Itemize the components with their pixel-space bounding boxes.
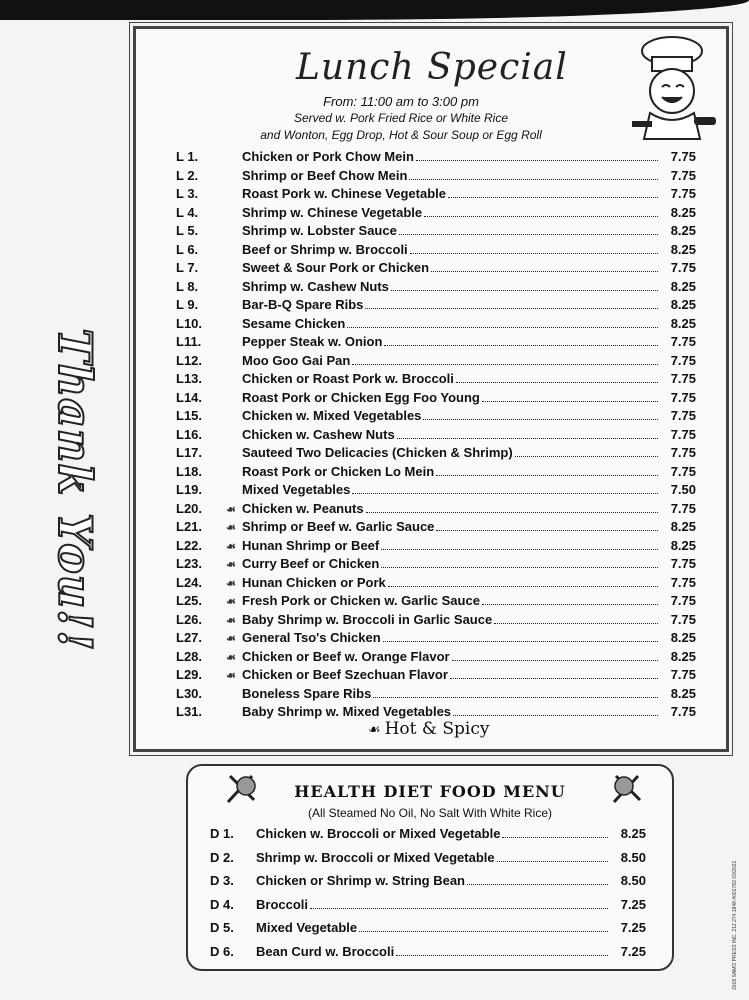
item-name: Roast Pork or Chicken Lo Mein bbox=[242, 463, 435, 479]
health-menu-list bbox=[210, 826, 646, 967]
item-price: 7.75 bbox=[670, 186, 696, 201]
printer-credit: 2018 SAMO PRESS INC. 212.274.1848 #001783 03/2021 bbox=[732, 860, 738, 990]
item-name: Chicken or Beef w. Orange Flavor bbox=[242, 648, 450, 664]
item-code: L24. bbox=[176, 574, 203, 590]
item-name: Curry Beef or Chicken bbox=[242, 556, 380, 571]
item-price: 7.75 bbox=[670, 574, 696, 590]
dot-leader bbox=[456, 382, 658, 383]
dot-leader bbox=[310, 908, 608, 909]
item-code: L10. bbox=[176, 315, 203, 331]
dot-leader bbox=[452, 660, 658, 661]
item-code: L26. bbox=[176, 611, 203, 627]
menu-item bbox=[176, 519, 696, 538]
item-name: Fresh Pork or Chicken w. Garlic Sauce bbox=[242, 593, 480, 608]
menu-item bbox=[176, 686, 696, 705]
vegetable-decor-icon bbox=[604, 766, 650, 812]
item-code: L23. bbox=[176, 556, 203, 571]
menu-item bbox=[176, 649, 696, 668]
item-name: Baby Shrimp w. Broccoli in Garlic Sauce bbox=[242, 611, 493, 627]
menu-item bbox=[210, 850, 646, 874]
menu-item bbox=[176, 260, 696, 279]
item-code: L 1. bbox=[176, 149, 199, 164]
pepper-icon: ☙ bbox=[226, 614, 236, 627]
item-name: Chicken or Pork Chow Mein bbox=[242, 149, 414, 164]
menu-item bbox=[176, 427, 696, 446]
item-code: L 2. bbox=[176, 167, 199, 183]
item-code: L28. bbox=[176, 648, 203, 664]
menu-item bbox=[176, 408, 696, 427]
item-code: L25. bbox=[176, 593, 203, 608]
dot-leader bbox=[383, 641, 658, 642]
dot-leader bbox=[352, 493, 658, 494]
item-name: Broccoli bbox=[256, 896, 309, 912]
item-code: L 5. bbox=[176, 223, 199, 238]
dot-leader bbox=[397, 438, 658, 439]
item-name: Chicken or Roast Pork w. Broccoli bbox=[242, 371, 454, 386]
dot-leader bbox=[436, 530, 658, 531]
item-price: 8.25 bbox=[670, 315, 696, 331]
item-code: L11. bbox=[176, 334, 202, 349]
item-price: 8.50 bbox=[620, 873, 646, 888]
item-price: 8.25 bbox=[670, 685, 696, 701]
item-name: Roast Pork or Chicken Egg Foo Young bbox=[242, 389, 480, 405]
dot-leader bbox=[497, 861, 608, 862]
pepper-icon: ☙ bbox=[368, 722, 381, 738]
dot-leader bbox=[388, 586, 658, 587]
item-code: L 6. bbox=[176, 241, 199, 257]
menu-item bbox=[210, 873, 646, 897]
item-price: 7.75 bbox=[670, 149, 696, 164]
item-name: Chicken w. Mixed Vegetables bbox=[242, 408, 422, 423]
lunch-special-panel bbox=[133, 26, 729, 752]
item-code: L 7. bbox=[176, 260, 199, 275]
item-code: L20. bbox=[176, 500, 203, 516]
item-price: 8.25 bbox=[670, 648, 696, 664]
dot-leader bbox=[410, 253, 658, 254]
item-price: 8.25 bbox=[670, 223, 696, 238]
item-price: 7.75 bbox=[670, 704, 696, 719]
menu-item bbox=[210, 944, 646, 968]
dot-leader bbox=[381, 549, 658, 550]
item-name: Shrimp w. Chinese Vegetable bbox=[242, 204, 423, 220]
pepper-icon: ☙ bbox=[226, 559, 236, 571]
pepper-icon: ☙ bbox=[226, 577, 236, 590]
menu-item bbox=[210, 920, 646, 944]
dot-leader bbox=[431, 271, 658, 272]
menu-item bbox=[176, 223, 696, 242]
menu-item bbox=[176, 168, 696, 187]
item-code: L 3. bbox=[176, 186, 199, 201]
menu-item bbox=[176, 482, 696, 501]
item-code: L15. bbox=[176, 408, 203, 423]
menu-item bbox=[176, 464, 696, 483]
dot-leader bbox=[384, 345, 658, 346]
lunch-served-line-1: Served w. Pork Fried Rice or White Rice bbox=[293, 111, 509, 125]
item-name: Chicken w. Broccoli or Mixed Vegetable bbox=[256, 826, 501, 841]
item-price: 8.25 bbox=[670, 204, 696, 220]
item-code: L27. bbox=[176, 630, 203, 645]
item-code: D 2. bbox=[210, 849, 234, 865]
item-price: 7.25 bbox=[620, 896, 646, 912]
dot-leader bbox=[515, 456, 658, 457]
dot-leader bbox=[352, 364, 658, 365]
item-name: Shrimp or Beef w. Garlic Sauce bbox=[242, 519, 435, 534]
lunch-menu-list bbox=[176, 149, 696, 723]
item-price: 7.25 bbox=[620, 943, 646, 959]
menu-item bbox=[176, 149, 696, 168]
item-name: Chicken w. Peanuts bbox=[242, 500, 364, 516]
item-code: L21. bbox=[176, 519, 203, 534]
item-code: D 5. bbox=[210, 920, 234, 935]
item-code: L 8. bbox=[176, 278, 199, 294]
item-name: Mixed Vegetables bbox=[242, 482, 351, 497]
item-name: Bean Curd w. Broccoli bbox=[256, 943, 395, 959]
dot-leader bbox=[396, 955, 608, 956]
item-code: L22. bbox=[176, 537, 203, 553]
pepper-icon: ☙ bbox=[226, 522, 236, 534]
item-name: Hunan Shrimp or Beef bbox=[242, 537, 380, 553]
item-price: 7.75 bbox=[670, 408, 696, 423]
thank-you-banner bbox=[30, 320, 120, 660]
item-name: Sweet & Sour Pork or Chicken bbox=[242, 260, 430, 275]
pepper-icon: ☙ bbox=[226, 596, 236, 608]
item-code: D 1. bbox=[210, 826, 234, 841]
pepper-icon: ☙ bbox=[226, 540, 236, 553]
item-price: 8.25 bbox=[670, 241, 696, 257]
lunch-hours: From: 11:00 am to 3:00 pm bbox=[323, 94, 479, 109]
item-name: Roast Pork w. Chinese Vegetable bbox=[242, 186, 446, 201]
menu-item bbox=[176, 575, 696, 594]
dot-leader bbox=[399, 234, 658, 235]
item-price: 7.75 bbox=[670, 556, 696, 571]
dot-leader bbox=[482, 401, 658, 402]
item-code: L13. bbox=[176, 371, 203, 386]
menu-item bbox=[176, 501, 696, 520]
menu-item bbox=[176, 205, 696, 224]
item-code: D 3. bbox=[210, 873, 234, 888]
menu-item bbox=[176, 612, 696, 631]
menu-item bbox=[176, 334, 696, 353]
chef-mascot-icon bbox=[624, 33, 720, 143]
pepper-icon: ☙ bbox=[226, 670, 236, 682]
item-code: L 4. bbox=[176, 204, 199, 220]
item-code: D 4. bbox=[210, 896, 234, 912]
dot-leader bbox=[409, 179, 658, 180]
dot-leader bbox=[391, 290, 658, 291]
item-price: 7.50 bbox=[670, 482, 696, 497]
lunch-special-title: Lunch Special bbox=[296, 47, 568, 88]
top-scan-edge bbox=[0, 0, 749, 20]
health-menu-title: HEALTH DIET FOOD MENU bbox=[294, 782, 566, 801]
item-price: 8.25 bbox=[620, 826, 646, 841]
health-diet-panel bbox=[186, 764, 674, 971]
dot-leader bbox=[494, 623, 658, 624]
menu-item bbox=[176, 445, 696, 464]
item-name: Chicken or Shrimp w. String Bean bbox=[256, 873, 465, 888]
item-price: 7.75 bbox=[670, 167, 696, 183]
health-menu-subtitle: (All Steamed No Oil, No Salt With White Rice) bbox=[307, 806, 553, 820]
item-name: Bar-B-Q Spare Ribs bbox=[242, 297, 364, 312]
menu-item bbox=[176, 353, 696, 372]
item-name: Chicken w. Cashew Nuts bbox=[242, 426, 395, 442]
dot-leader bbox=[450, 678, 658, 679]
item-code: L18. bbox=[176, 463, 203, 479]
item-price: 7.75 bbox=[670, 426, 696, 442]
item-name: General Tso's Chicken bbox=[242, 630, 381, 645]
item-price: 7.75 bbox=[670, 463, 696, 479]
menu-item bbox=[176, 538, 696, 557]
item-name: Boneless Spare Ribs bbox=[242, 685, 372, 701]
item-price: 8.25 bbox=[670, 278, 696, 294]
dot-leader bbox=[347, 327, 658, 328]
item-code: D 6. bbox=[210, 943, 234, 959]
item-price: 7.75 bbox=[670, 445, 696, 460]
item-price: 7.75 bbox=[670, 371, 696, 386]
dot-leader bbox=[416, 160, 658, 161]
dot-leader bbox=[482, 604, 658, 605]
dot-leader bbox=[436, 475, 658, 476]
item-code: L 9. bbox=[176, 297, 199, 312]
dot-leader bbox=[359, 931, 608, 932]
dot-leader bbox=[502, 837, 608, 838]
dot-leader bbox=[424, 216, 658, 217]
dot-leader bbox=[423, 419, 658, 420]
item-code: L30. bbox=[176, 685, 203, 701]
lunch-served-line-2: and Wonton, Egg Drop, Hot & Sour Soup or Egg Roll bbox=[260, 128, 542, 142]
dot-leader bbox=[467, 884, 608, 885]
item-name: Shrimp or Beef Chow Mein bbox=[242, 167, 408, 183]
item-code: L16. bbox=[176, 426, 203, 442]
item-price: 7.75 bbox=[670, 352, 696, 368]
item-name: Shrimp w. Lobster Sauce bbox=[242, 223, 397, 238]
menu-item bbox=[176, 593, 696, 612]
item-price: 7.75 bbox=[670, 334, 696, 349]
item-price: 7.75 bbox=[670, 260, 696, 275]
item-name: Hunan Chicken or Pork bbox=[242, 574, 386, 590]
menu-item bbox=[176, 297, 696, 316]
item-code: L12. bbox=[176, 352, 203, 368]
dot-leader bbox=[381, 567, 658, 568]
item-code: L29. bbox=[176, 667, 203, 682]
legend-label: Hot & Spicy bbox=[384, 719, 490, 739]
item-name: Shrimp w. Broccoli or Mixed Vegetable bbox=[256, 849, 495, 865]
item-code: L14. bbox=[176, 389, 203, 405]
pepper-icon: ☙ bbox=[226, 651, 236, 664]
pepper-icon: ☙ bbox=[226, 503, 236, 516]
menu-item bbox=[176, 630, 696, 649]
item-code: L31. bbox=[176, 704, 203, 719]
item-name: Sesame Chicken bbox=[242, 315, 346, 331]
menu-item bbox=[176, 242, 696, 261]
dot-leader bbox=[373, 697, 658, 698]
item-price: 8.25 bbox=[670, 630, 696, 645]
item-price: 8.25 bbox=[670, 519, 696, 534]
menu-item bbox=[176, 316, 696, 335]
item-price: 7.75 bbox=[670, 593, 696, 608]
item-price: 7.75 bbox=[670, 500, 696, 516]
item-price: 8.25 bbox=[670, 537, 696, 553]
item-price: 7.75 bbox=[670, 389, 696, 405]
dot-leader bbox=[365, 308, 658, 309]
item-price: 8.50 bbox=[620, 849, 646, 865]
item-price: 7.75 bbox=[670, 611, 696, 627]
menu-item bbox=[210, 897, 646, 921]
menu-item bbox=[176, 186, 696, 205]
item-code: L19. bbox=[176, 482, 203, 497]
menu-item bbox=[176, 371, 696, 390]
item-name: Moo Goo Gai Pan bbox=[242, 352, 351, 368]
item-price: 7.25 bbox=[620, 920, 646, 935]
item-name: Sauteed Two Delicacies (Chicken & Shrimp) bbox=[242, 445, 513, 460]
dot-leader bbox=[448, 197, 658, 198]
item-name: Pepper Steak w. Onion bbox=[242, 334, 383, 349]
item-price: 7.75 bbox=[670, 667, 696, 682]
dot-leader bbox=[453, 715, 658, 716]
item-name: Chicken or Beef Szechuan Flavor bbox=[242, 667, 448, 682]
item-name: Baby Shrimp w. Mixed Vegetables bbox=[242, 704, 452, 719]
thank-you-text: Thank You!! bbox=[48, 328, 102, 652]
menu-item bbox=[176, 556, 696, 575]
dot-leader bbox=[366, 512, 658, 513]
item-name: Beef or Shrimp w. Broccoli bbox=[242, 241, 408, 257]
item-name: Shrimp w. Cashew Nuts bbox=[242, 278, 389, 294]
item-code: L17. bbox=[176, 445, 203, 460]
pepper-icon: ☙ bbox=[226, 633, 236, 645]
menu-item bbox=[176, 279, 696, 298]
menu-item bbox=[176, 390, 696, 409]
item-name: Mixed Vegetable bbox=[256, 920, 358, 935]
menu-item bbox=[176, 667, 696, 686]
item-price: 8.25 bbox=[670, 297, 696, 312]
hot-spicy-legend bbox=[368, 719, 489, 739]
menu-item bbox=[210, 826, 646, 850]
